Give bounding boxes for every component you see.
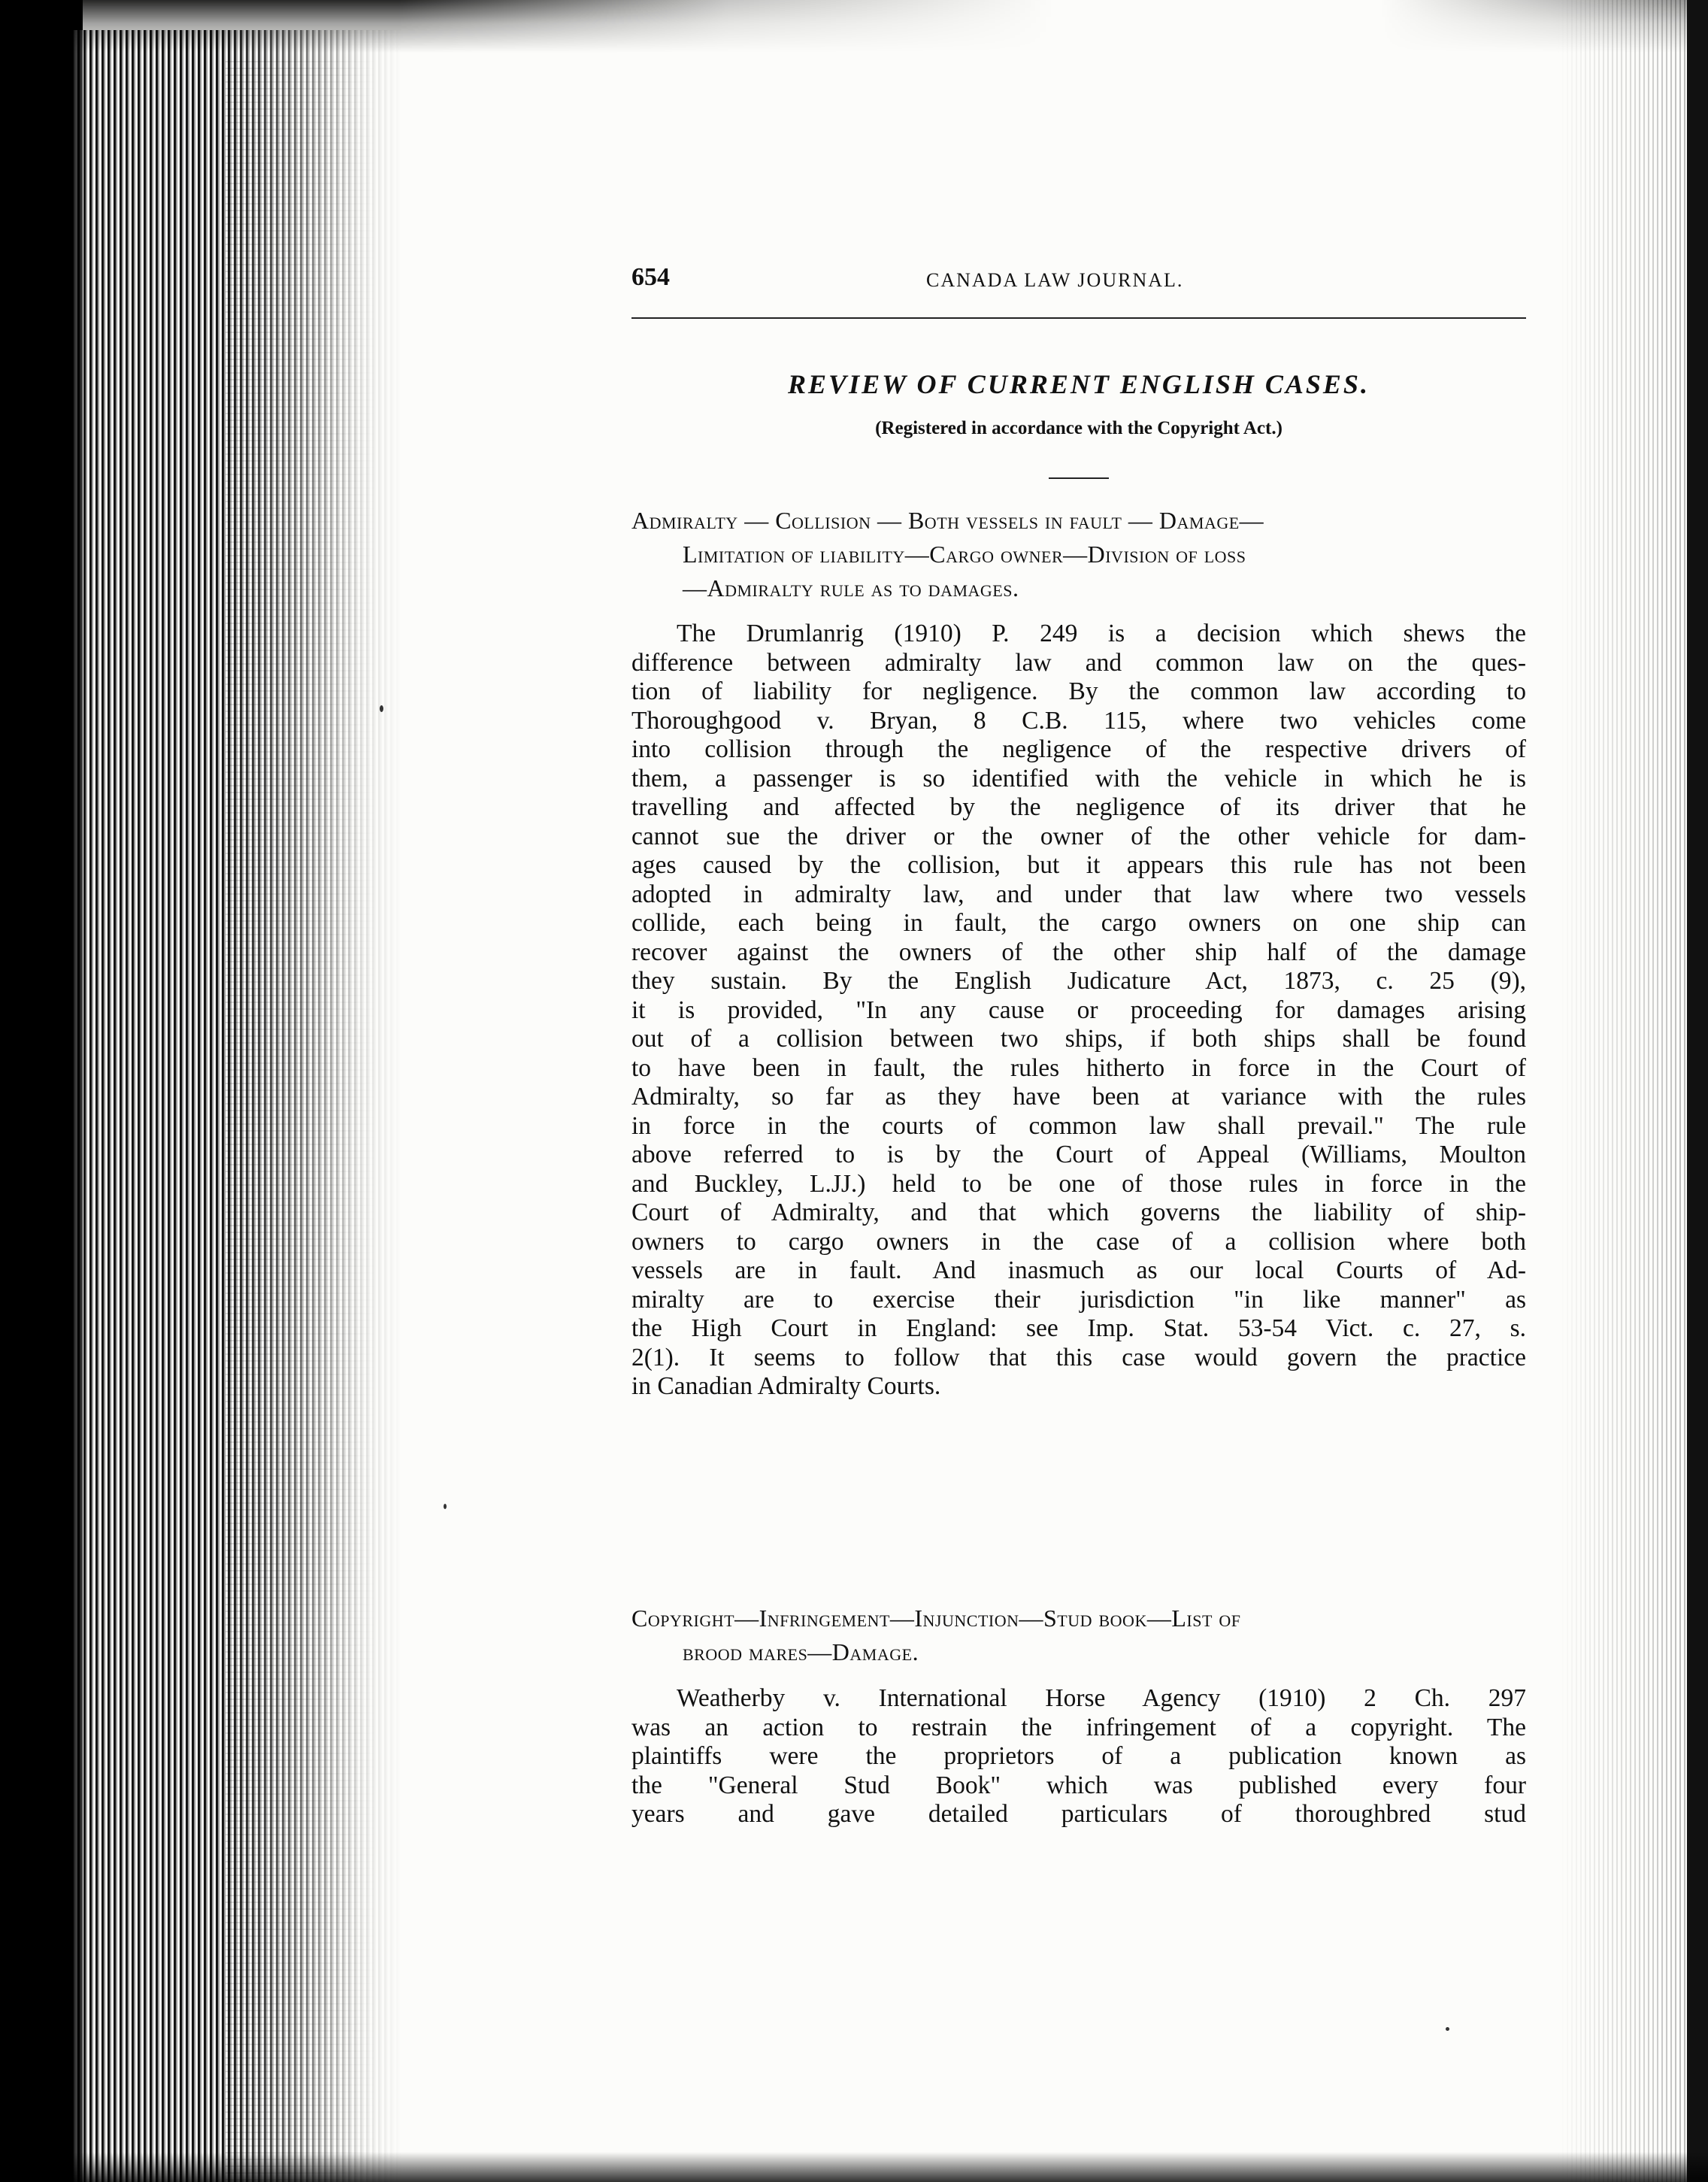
heading-line: brood mares—Damage. [683, 1638, 919, 1665]
body-line: was an action to restrain the infringement of a copyright. The [631, 1713, 1526, 1741]
body-line: it is provided, "In any cause or proceeding for damages arising [631, 996, 1526, 1024]
running-head [631, 248, 1526, 290]
body-line: in force in the courts of common law shall prevail." The rule [631, 1111, 1526, 1140]
body-line: miralty are to exercise their jurisdiction "in like manner" as [631, 1285, 1526, 1314]
body-line: difference between admiralty law and common law on the ques- [631, 648, 1526, 677]
body-line: travelling and affected by the negligence of its driver that he [631, 793, 1526, 821]
heading-line: Copyright—Infringement—Injunction—Stud book—List of [631, 1605, 1241, 1632]
heading-line: Limitation of liability—Cargo owner—Division of loss [683, 541, 1246, 568]
body-line: to have been in fault, the rules hitherto in force in the Court of [631, 1053, 1526, 1082]
body-line: Court of Admiralty, and that which governs the liability of ship- [631, 1199, 1526, 1226]
page-top-shadow [71, 0, 1708, 53]
body-line: collide, each being in fault, the cargo owners on one ship can [631, 909, 1526, 937]
body-line: adopted in admiralty law, and under that law where two vessels [631, 880, 1526, 908]
case-body-drumlanrig [631, 620, 1526, 1402]
heading-line: Admiralty — Collision — Both vessels in fault — Damage— [631, 507, 1264, 534]
scan-speck [380, 705, 383, 712]
case-heading-copyright [631, 1602, 1526, 1669]
case-body-weatherby [631, 1684, 1526, 1829]
body-line: Weatherby v. International Horse Agency (1910) 2 Ch. 297 [677, 1684, 1526, 1712]
heading-line: —Admiralty rule as to damages. [683, 574, 1019, 602]
page-bottom-shadow [71, 2152, 1708, 2182]
body-line: cannot sue the driver or the owner of the other vehicle for dam- [631, 822, 1526, 850]
page-right-edge [1558, 0, 1708, 2182]
body-line: out of a collision between two ships, if both ships shall be found [631, 1025, 1526, 1053]
scanner-border-left [0, 0, 83, 2182]
case-heading-admiralty [631, 504, 1526, 605]
body-line: into collision through the negligence of the respective drivers of [631, 735, 1526, 763]
section-divider [1049, 477, 1109, 479]
body-line: tion of liability for negligence. By the common law according to [631, 677, 1526, 705]
body-line: Thoroughgood v. Bryan, 8 C.B. 115, where two vehicles come [631, 706, 1526, 735]
body-line: and Buckley, L.JJ.) held to be one of those rules in force in the [631, 1169, 1526, 1198]
body-line: Admiralty, so far as they have been at variance with the rules [631, 1083, 1526, 1111]
journal-title: CANADA LAW JOURNAL. [926, 269, 1184, 291]
page-number: 654 [631, 263, 670, 291]
body-line: years and gave detailed particulars of thoroughbred stud [631, 1800, 1526, 1828]
body-line: The Drumlanrig (1910) P. 249 is a decision which shews the [677, 620, 1526, 647]
section-title: REVIEW OF CURRENT ENGLISH CASES. [788, 369, 1370, 399]
body-line: the High Court in England: see Imp. Stat. 53-54 Vict. c. 27, s. [631, 1314, 1526, 1342]
scan-speck [444, 1504, 447, 1509]
body-line: above referred to is by the Court of Appeal (Williams, Moulton [631, 1141, 1526, 1168]
body-line: owners to cargo owners in the case of a collision where both [631, 1227, 1526, 1256]
body-line: the "General Stud Book" which was published every four [631, 1771, 1526, 1799]
scan-speck [1446, 2027, 1449, 2031]
body-line: ages caused by the collision, but it appears this rule has not been [631, 851, 1526, 879]
body-line: 2(1). It seems to follow that this case would govern the practice [631, 1343, 1526, 1371]
scanner-border-right [1687, 0, 1708, 2182]
section-subtitle: (Registered in accordance with the Copyright Act.) [875, 418, 1283, 438]
body-line: they sustain. By the English Judicature Act, 1873, c. 25 (9), [631, 967, 1526, 995]
body-line: recover against the owners of the other ship half of the damage [631, 938, 1526, 966]
body-line: vessels are in fault. And inasmuch as our local Courts of Ad- [631, 1256, 1526, 1284]
page-content [631, 248, 1526, 1828]
gutter-noise [226, 60, 376, 2180]
body-line: plaintiffs were the proprietors of a publication known as [631, 1742, 1526, 1770]
body-line: them, a passenger is so identified with the vehicle in which he is [631, 764, 1526, 792]
body-line: in Canadian Admiralty Courts. [631, 1372, 941, 1400]
header-rule [631, 317, 1526, 319]
